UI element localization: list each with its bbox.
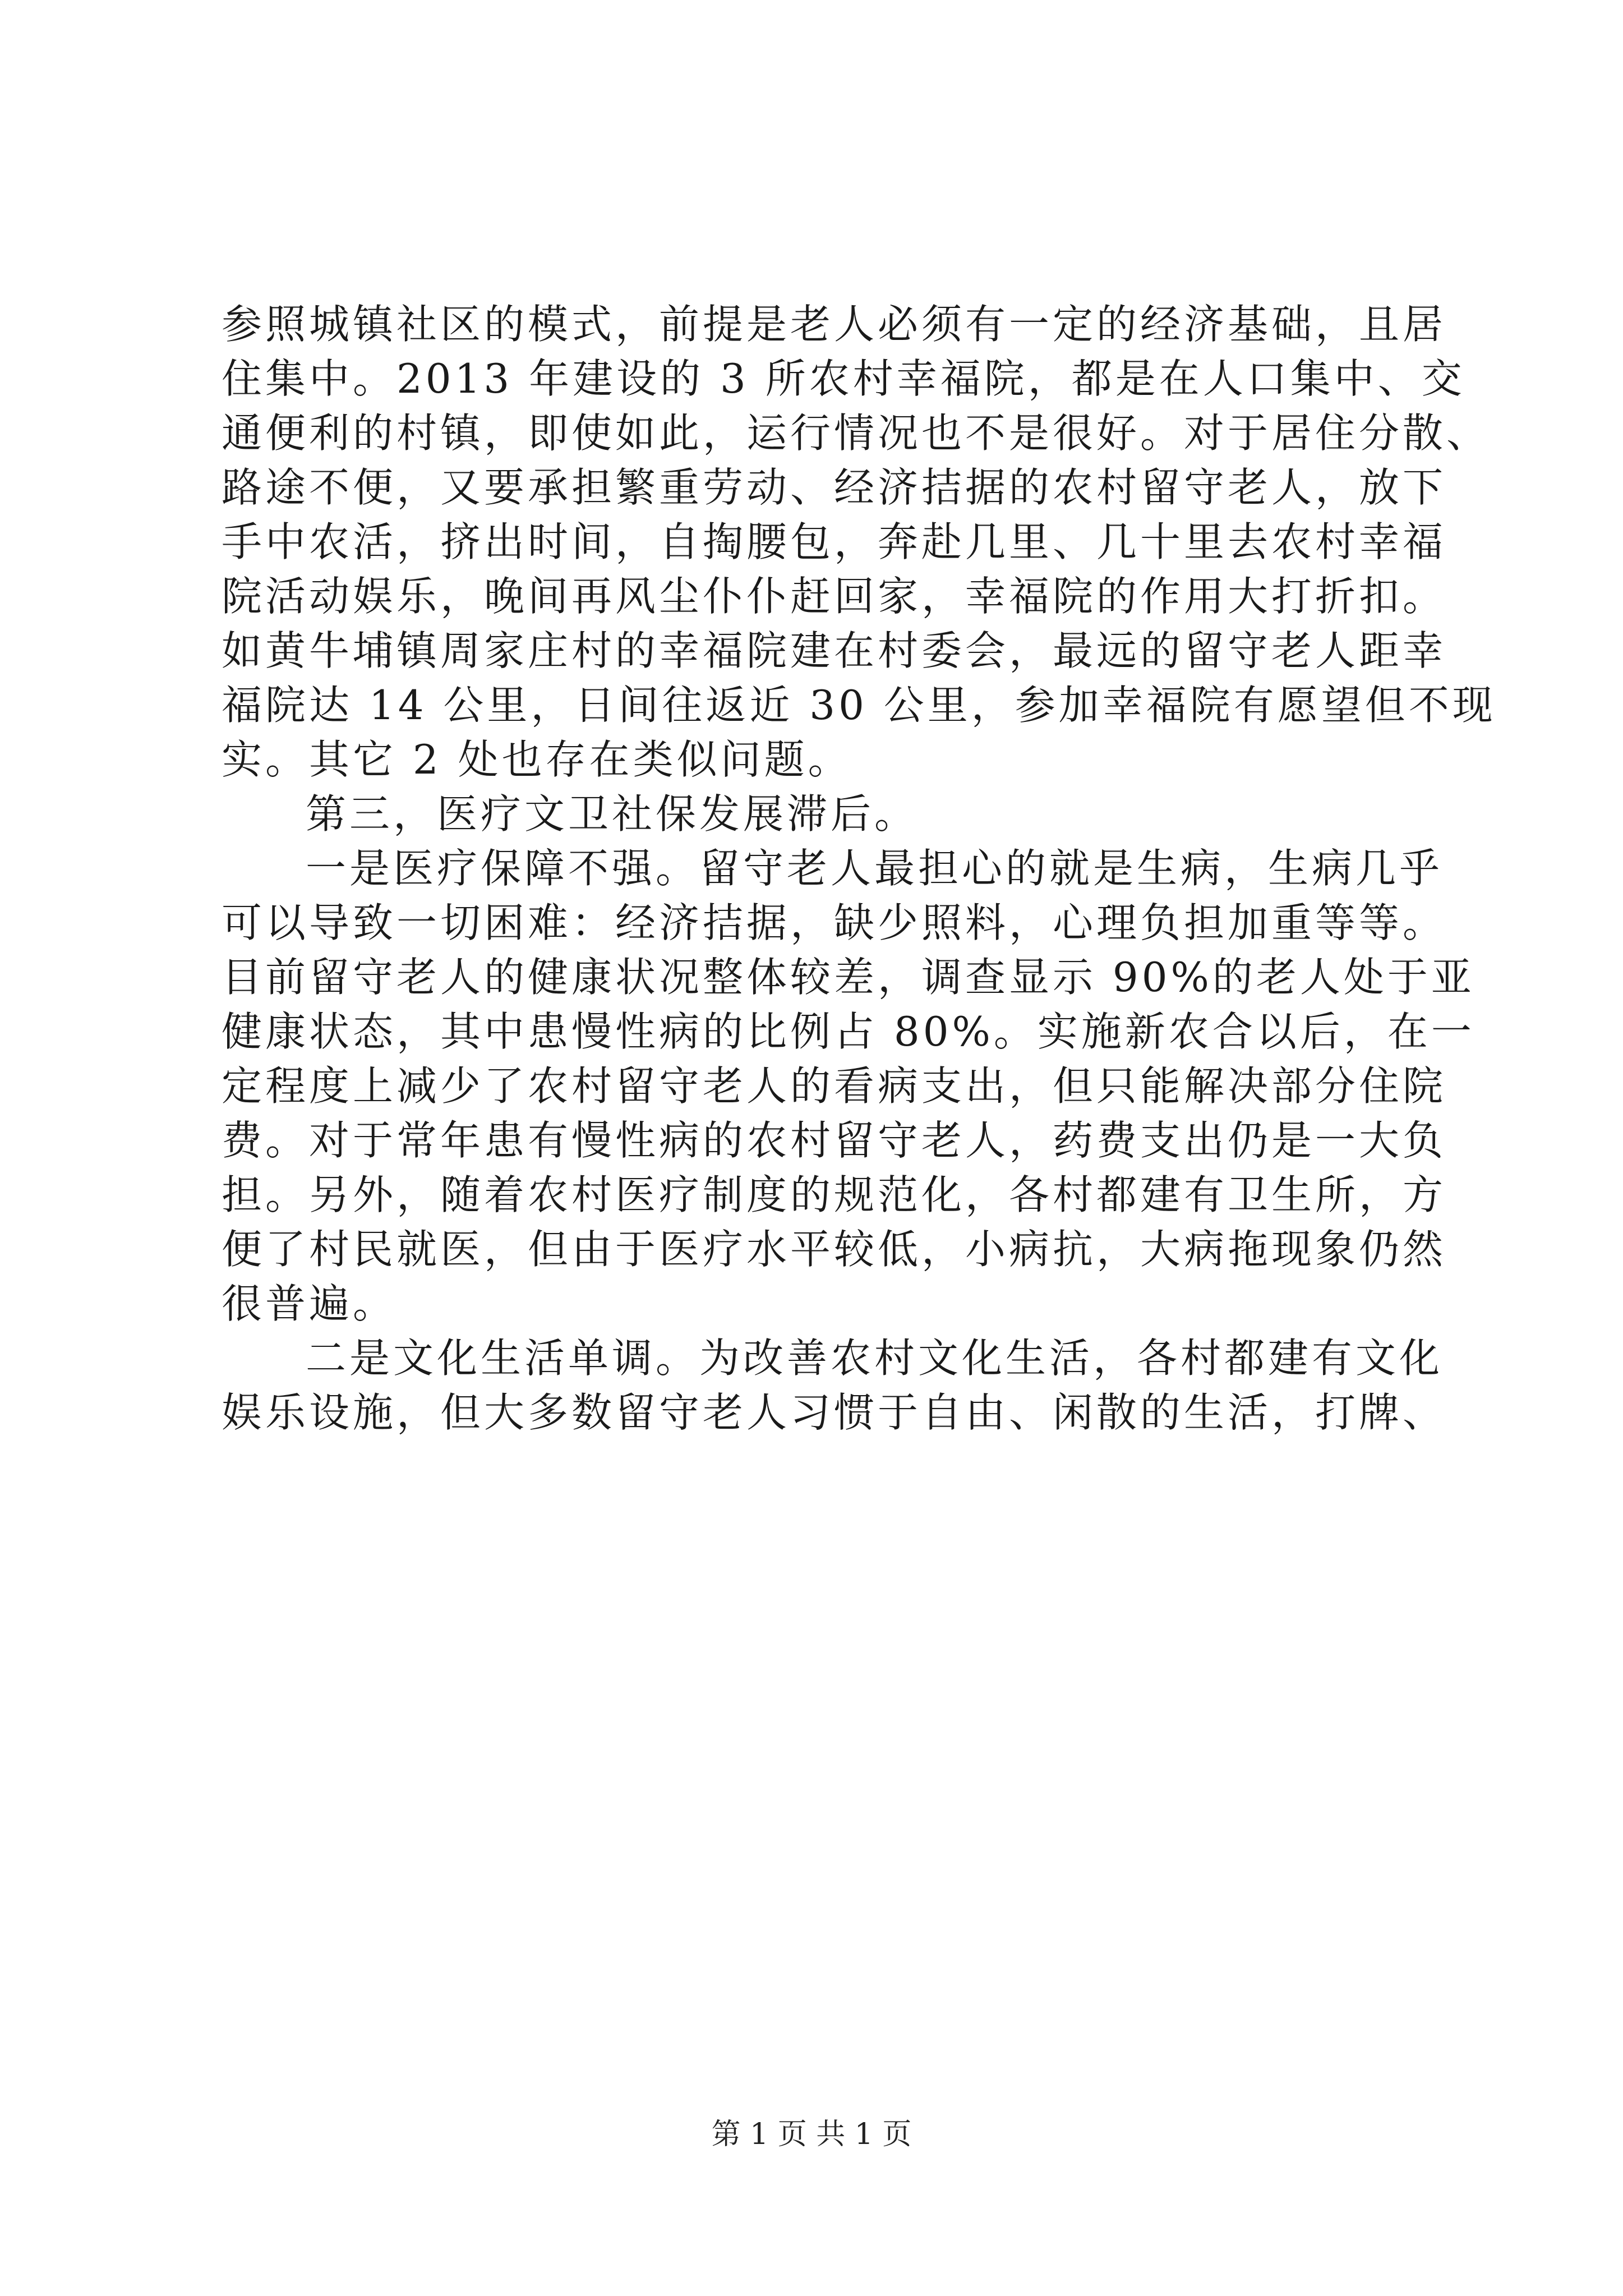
text-line: 通便利的村镇，即使如此，运行情况也不是很好。对于居住分散、 bbox=[222, 409, 1491, 457]
text-line: 便了村民就医，但由于医疗水平较低，小病抗，大病拖现象仍然 bbox=[222, 1226, 1447, 1273]
text-line: 健康状态，其中患慢性病的比例占 80%。实施新农合以后，在一 bbox=[222, 1008, 1475, 1055]
text-line: 担。另外，随着农村医疗制度的规范化，各村都建有卫生所，方 bbox=[222, 1171, 1447, 1218]
text-line: 一是医疗保障不强。留守老人最担心的就是生病，生病几乎 bbox=[306, 845, 1444, 892]
text-line: 费。对于常年患有慢性病的农村留守老人，药费支出仍是一大负 bbox=[222, 1117, 1447, 1164]
text-line: 定程度上减少了农村留守老人的看病支出，但只能解决部分住院 bbox=[222, 1062, 1447, 1110]
text-line: 路途不便，又要承担繁重劳动、经济拮据的农村留守老人，放下 bbox=[222, 464, 1447, 511]
document-body bbox=[222, 297, 1496, 1440]
text-line: 可以导致一切困难：经济拮据，缺少照料，心理负担加重等等。 bbox=[222, 899, 1447, 946]
text-line: 二是文化生活单调。为改善农村文化生活，各村都建有文化 bbox=[306, 1335, 1444, 1382]
text-line: 福院达 14 公里，日间往返近 30 公里，参加幸福院有愿望但不现 bbox=[222, 682, 1496, 729]
text-line: 院活动娱乐，晚间再风尘仆仆赶回家，幸福院的作用大打折扣。 bbox=[222, 573, 1447, 620]
text-line: 如黄牛埔镇周家庄村的幸福院建在村委会，最远的留守老人距幸 bbox=[222, 627, 1447, 674]
text-line: 娱乐设施，但大多数留守老人习惯于自由、闲散的生活，打牌、 bbox=[222, 1389, 1447, 1436]
text-line: 很普遍。 bbox=[222, 1280, 397, 1327]
text-line: 第三，医疗文卫社保发展滞后。 bbox=[306, 790, 919, 838]
text-line: 住集中。2013 年建设的 3 所农村幸福院，都是在人口集中、交 bbox=[222, 355, 1465, 402]
text-line: 实。其它 2 处也存在类似问题。 bbox=[222, 736, 852, 783]
text-line: 参照城镇社区的模式，前提是老人必须有一定的经济基础，且居 bbox=[222, 301, 1447, 348]
page-footer: 第 1 页 共 1 页 bbox=[711, 2118, 912, 2151]
text-line: 目前留守老人的健康状况整体较差，调查显示 90%的老人处于亚 bbox=[222, 954, 1475, 1001]
text-line: 手中农活，挤出时间，自掏腰包，奔赴几里、几十里去农村幸福 bbox=[222, 518, 1447, 565]
